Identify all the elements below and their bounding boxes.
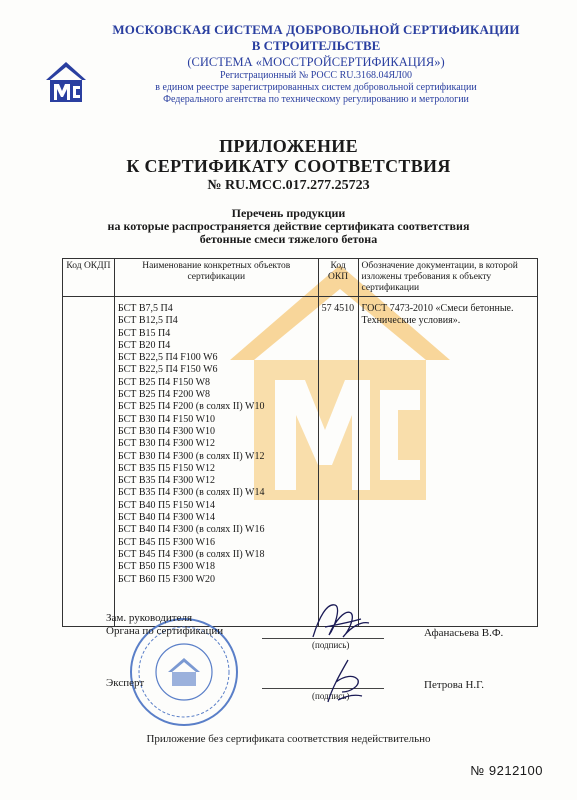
product-item: БСТ В30 П4 F300 W12: [117, 438, 216, 450]
table-header-row: [63, 259, 538, 297]
product-item: БСТ В40 П5 F150 W14: [117, 499, 216, 511]
appendix-title: ПРИЛОЖЕНИЕ: [219, 136, 358, 156]
product-names-cell: [114, 297, 318, 586]
product-item: БСТ В45 П4 F300 (в солях II) W18: [117, 548, 265, 560]
expert-signature-icon: [318, 656, 368, 708]
product-item: БСТ В25 П4 F200 (в солях II) W10: [117, 401, 265, 413]
product-item: БСТ В40 П4 F300 W14: [117, 512, 216, 524]
product-item: БСТ В22,5 П4 F150 W6: [117, 364, 218, 376]
product-item: БСТ В30 П4 F150 W10: [117, 413, 216, 425]
product-item: БСТ В22,5 П4 F100 W6: [117, 352, 218, 364]
org-registry: в едином реестре зарегистрированных систем добровольной сертификации: [155, 82, 477, 93]
product-type: бетонные смеси тяжелого бетона: [199, 232, 378, 246]
deputy-signature-icon: [305, 597, 375, 645]
col-header-doc: Обозначение документации, в которой изложены требования к объекту сертификации: [358, 259, 537, 297]
product-list-desc: на которые распространяется действие сертификата соответствия: [107, 219, 470, 233]
product-item: БСТ В40 П4 F300 (в солях II) W16: [117, 524, 265, 536]
serial-number: № 9212100: [470, 763, 543, 778]
doc-reference: ГОСТ 7473-2010 «Смеси бетонные. Технические условия».: [361, 303, 514, 327]
col-header-okdp: Код ОКДП: [63, 259, 115, 297]
org-title-line2: В СТРОИТЕЛЬСТВЕ: [251, 38, 381, 53]
product-item: БСТ В20 П4: [117, 339, 171, 351]
expert-signature-hint: (подпись): [312, 691, 350, 701]
certificate-number: № RU.МСС.017.277.25723: [207, 178, 370, 193]
product-item: БСТ В25 П4 F150 W8: [117, 376, 211, 388]
org-system-name: (СИСТЕМА «МОССТРОЙСЕРТИФИКАЦИЯ»): [187, 55, 445, 69]
expert-name: Петрова Н.Г.: [424, 679, 485, 691]
org-title-line1: МОСКОВСКАЯ СИСТЕМА ДОБРОВОЛЬНОЙ СЕРТИФИКАЦИИ: [112, 22, 520, 37]
product-item: БСТ В12,5 П4: [117, 315, 178, 327]
product-item: БСТ В25 П4 F200 W8: [117, 389, 211, 401]
product-item: БСТ В35 П4 F300 (в солях II) W14: [117, 487, 265, 499]
okp-code-cell: [318, 297, 358, 586]
product-item: БСТ В50 П5 F300 W18: [117, 561, 216, 573]
product-item: БСТ В35 П5 F150 W12: [117, 462, 216, 474]
deputy-name: Афанасьева В.Ф.: [424, 627, 504, 639]
product-item: БСТ В15 П4: [117, 327, 171, 339]
product-item: БСТ В45 П5 F300 W16: [117, 536, 216, 548]
product-item: БСТ В60 П5 F300 W20: [117, 573, 216, 585]
col-header-okp: Код ОКП: [318, 259, 358, 297]
col-header-name: Наименование конкретных объектов сертификации: [114, 259, 318, 297]
doc-cell: [358, 297, 537, 586]
deputy-title-line2: Органа по сертификации: [106, 625, 224, 637]
org-agency: Федерального агентства по техническому регулированию и метрологии: [163, 94, 469, 105]
mss-logo-icon: [44, 58, 88, 104]
product-list-title: Перечень продукции: [231, 206, 346, 220]
org-header: [96, 22, 536, 106]
product-item: БСТ В30 П4 F300 W10: [117, 425, 216, 437]
appendix-title-line2: К СЕРТИФИКАТУ СООТВЕТСТВИЯ: [126, 156, 451, 176]
product-item: БСТ В30 П4 F300 (в солях II) W12: [117, 450, 265, 462]
expert-label: Эксперт: [106, 677, 145, 689]
deputy-signature-hint: (подпись): [312, 640, 350, 650]
product-item: БСТ В35 П4 F300 W12: [117, 475, 216, 487]
product-table: [62, 258, 538, 627]
okp-code: 57 4510: [321, 303, 355, 314]
deputy-title-line1: Зам. руководителя: [106, 612, 193, 624]
product-item: БСТ В7,5 П4: [117, 303, 173, 314]
okdp-cell: [63, 297, 115, 586]
validity-note: Приложение без сертификата соответствия недействительно: [146, 733, 431, 745]
table-row: [63, 297, 538, 586]
org-registration: Регистрационный № РОСС RU.3168.04ЯЛ00: [220, 70, 412, 81]
